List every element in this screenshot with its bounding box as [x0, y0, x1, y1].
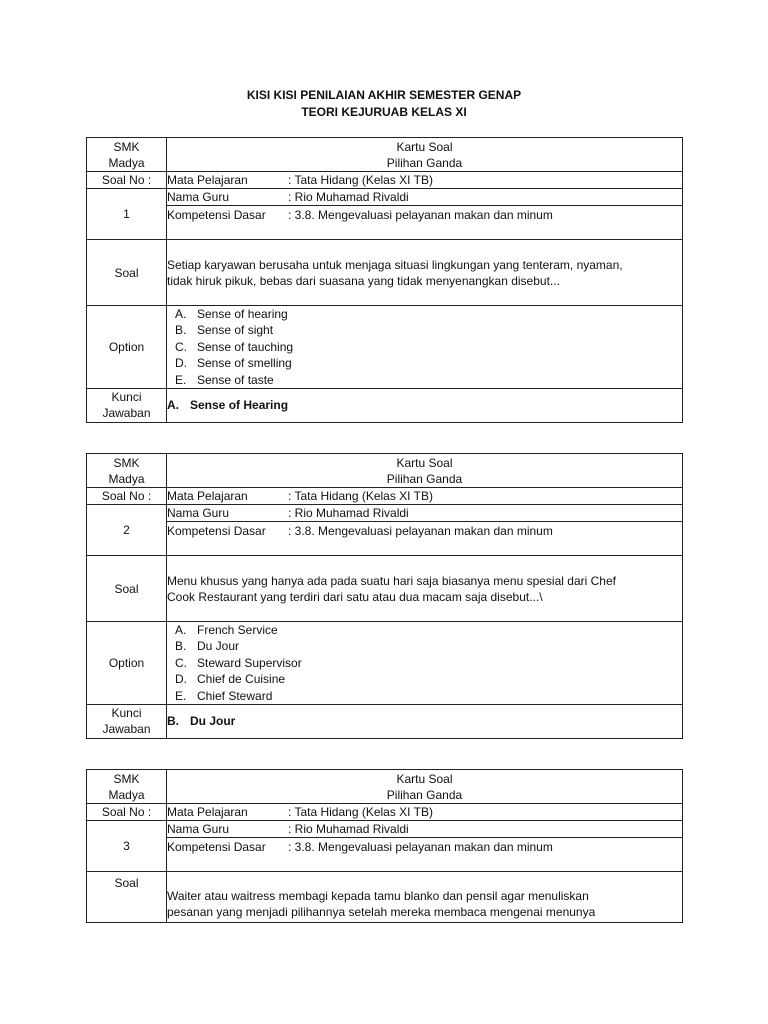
competency-key: Kompetensi Dasar: [167, 208, 266, 222]
teacher-value: : Rio Muhamad Rivaldi: [288, 190, 409, 204]
document-subtitle: TEORI KEJURUAB KELAS XI: [301, 105, 467, 119]
competency-row: [167, 522, 683, 556]
soal-no-label: Soal No :: [87, 488, 167, 505]
school-cell: [87, 770, 167, 804]
options-list: [167, 306, 682, 388]
teacher-key: Nama Guru: [167, 190, 230, 204]
question-text: [167, 872, 683, 923]
competency-key: Kompetensi Dasar: [167, 524, 266, 538]
card-type-title: Kartu Soal: [396, 139, 453, 154]
document-title: KISI KISI PENILAIAN AKHIR SEMESTER GENAP: [246, 88, 522, 102]
question-text: [167, 240, 683, 306]
competency-row: [167, 838, 683, 872]
question-number: 3: [87, 821, 167, 872]
competency-key: Kompetensi Dasar: [167, 840, 266, 854]
school-label: SMK: [113, 455, 140, 470]
option-item: B. Sense of sight: [175, 323, 274, 338]
option-item: E. Sense of taste: [175, 372, 274, 387]
option-item: C. Sense of tauching: [175, 339, 294, 354]
option-item: E. Chief Steward: [175, 688, 273, 703]
subject-key: Mata Pelajaran: [167, 805, 248, 819]
question-card-3: [86, 769, 683, 923]
school-label: SMK: [113, 771, 140, 786]
teacher-key: Nama Guru: [167, 822, 230, 836]
question-text: [167, 556, 683, 622]
school-sublabel: Madya: [108, 471, 145, 486]
options-cell: [167, 622, 683, 705]
subject-row: [167, 488, 683, 505]
subject-row: [167, 172, 683, 189]
teacher-row: [167, 821, 683, 838]
soal-no-label: Soal No :: [87, 804, 167, 821]
subject-row: [167, 804, 683, 821]
question-number: 1: [87, 189, 167, 240]
question-card-1: [86, 137, 683, 423]
school-cell: [87, 138, 167, 172]
soal-label: Soal: [87, 872, 167, 923]
option-label: Option: [87, 306, 167, 389]
answer-text: Sense of Hearing: [190, 398, 289, 413]
teacher-value: : Rio Muhamad Rivaldi: [288, 506, 409, 520]
answer-letter: A.: [167, 398, 179, 413]
option-item: C. Steward Supervisor: [175, 655, 302, 670]
subject-key: Mata Pelajaran: [167, 173, 248, 187]
answer-text: Du Jour: [190, 714, 236, 729]
question-card-2: [86, 453, 683, 739]
competency-value: : 3.8. Mengevaluasi pelayanan makan dan minum: [288, 208, 553, 222]
answer-key: [167, 704, 683, 738]
option-item: D. Chief de Cuisine: [175, 672, 286, 687]
answer-key-label: Kunci Jawaban: [87, 388, 167, 422]
card-type-subtitle: Pilihan Ganda: [386, 787, 463, 802]
options-cell: [167, 306, 683, 389]
teacher-key: Nama Guru: [167, 506, 230, 520]
option-label: Option: [87, 622, 167, 705]
subject-value: : Tata Hidang (Kelas XI TB): [288, 173, 433, 187]
card-type-cell: [167, 138, 683, 172]
subject-value: : Tata Hidang (Kelas XI TB): [288, 805, 433, 819]
card-type-cell: [167, 770, 683, 804]
soal-no-label: Soal No :: [87, 172, 167, 189]
card-type-subtitle: Pilihan Ganda: [386, 471, 463, 486]
question-line: Waiter atau waitress membagi kepada tamu blanko dan pensil agar menuliskan: [167, 889, 589, 903]
teacher-row: [167, 505, 683, 522]
card-type-title: Kartu Soal: [396, 771, 453, 786]
option-item: B. Du Jour: [175, 639, 240, 654]
question-line: Setiap karyawan berusaha untuk menjaga situasi lingkungan yang tenteram, nyaman,: [167, 257, 623, 272]
answer-key: [167, 388, 683, 422]
subject-value: : Tata Hidang (Kelas XI TB): [288, 489, 433, 503]
question-line: pesanan yang menjadi pilihannya setelah mereka membaca mengenai menunya: [167, 905, 596, 919]
school-sublabel: Madya: [108, 155, 145, 170]
card-type-subtitle: Pilihan Ganda: [386, 155, 463, 170]
school-sublabel: Madya: [108, 787, 145, 802]
soal-label: Soal: [87, 240, 167, 306]
teacher-value: : Rio Muhamad Rivaldi: [288, 822, 409, 836]
option-item: A. French Service: [175, 623, 278, 637]
options-list: [167, 622, 682, 704]
competency-value: : 3.8. Mengevaluasi pelayanan makan dan minum: [288, 524, 553, 538]
card-type-title: Kartu Soal: [396, 455, 453, 470]
competency-value: : 3.8. Mengevaluasi pelayanan makan dan minum: [288, 840, 553, 854]
soal-label: Soal: [87, 556, 167, 622]
answer-key-label: Kunci Jawaban: [87, 704, 167, 738]
question-line: tidak hiruk pikuk, bebas dari suasana yang tidak menyenangkan disebut...: [167, 273, 560, 288]
school-cell: [87, 454, 167, 488]
question-line: Cook Restaurant yang terdiri dari satu atau dua macam saja disebut...\: [167, 589, 543, 604]
card-type-cell: [167, 454, 683, 488]
teacher-row: [167, 189, 683, 206]
question-number: 2: [87, 505, 167, 556]
school-label: SMK: [113, 139, 140, 154]
competency-row: [167, 206, 683, 240]
option-item: D. Sense of smelling: [175, 356, 292, 371]
question-line: Menu khusus yang hanya ada pada suatu hari saja biasanya menu spesial dari Chef: [167, 573, 616, 588]
option-item: A. Sense of hearing: [175, 307, 288, 321]
answer-letter: B.: [167, 714, 179, 729]
subject-key: Mata Pelajaran: [167, 489, 248, 503]
